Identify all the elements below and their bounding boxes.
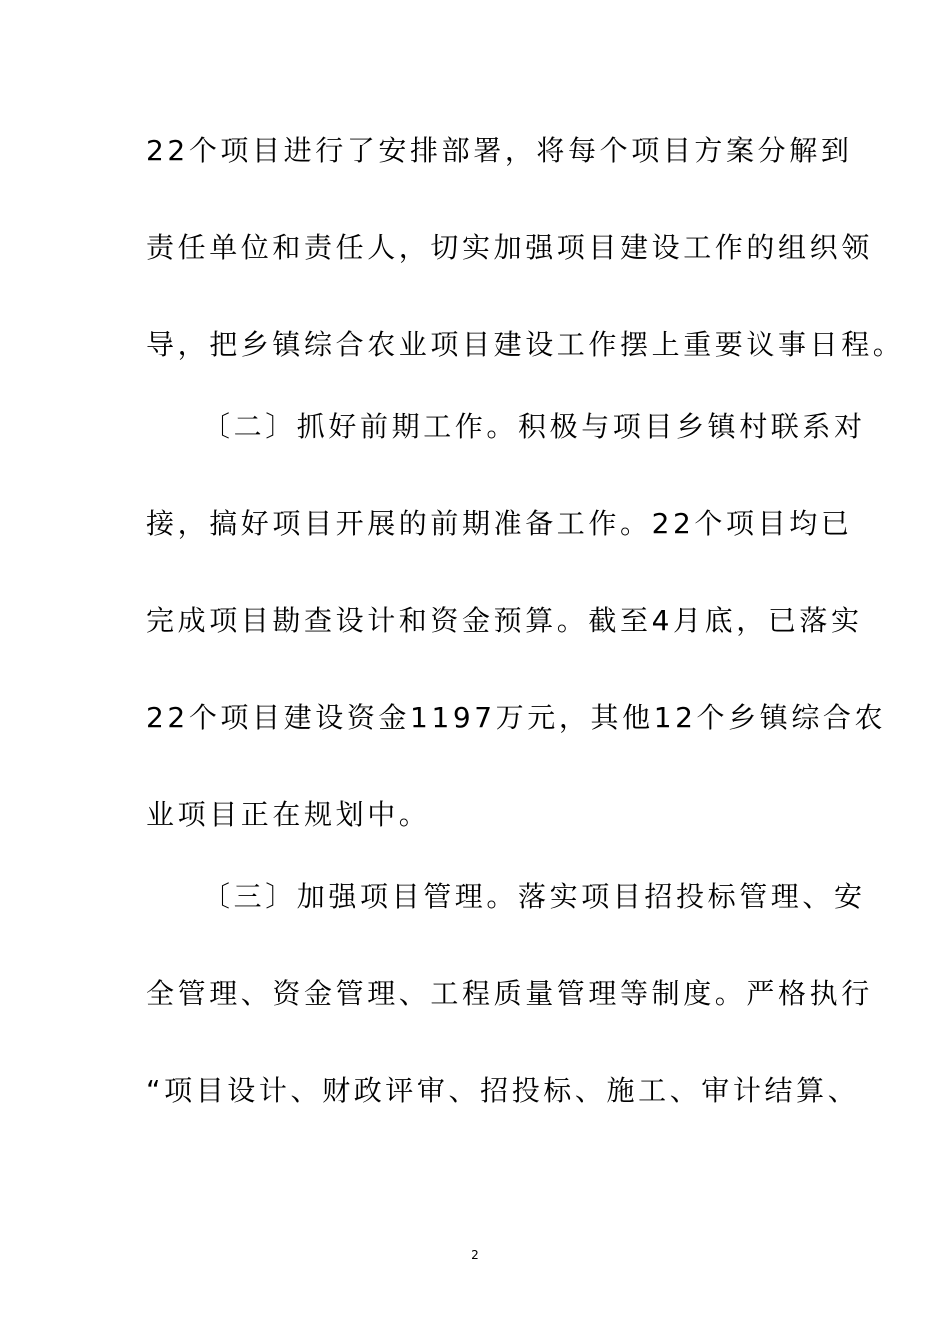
text-line-6: 完成项目勘查设计和资金预算。截至4月底，已落实 xyxy=(146,604,863,637)
text-line-11: “项目设计、财政评审、招投标、施工、审计结算、 xyxy=(146,1074,860,1107)
text-line-9: 〔三〕加强项目管理。落实项目招投标管理、安 xyxy=(202,880,866,913)
text-line-3: 导，把乡镇综合农业项目建设工作摆上重要议事日程。 xyxy=(146,328,905,361)
text-line-10: 全管理、资金管理、工程质量管理等制度。严格执行 xyxy=(146,977,873,1010)
text-line-7: 22个项目建设资金1197万元，其他12个乡镇综合农 xyxy=(146,701,887,734)
text-line-8: 业项目正在规划中。 xyxy=(146,798,431,831)
text-line-1: 22个项目进行了安排部署，将每个项目方案分解到 xyxy=(146,134,853,167)
text-line-2: 责任单位和责任人，切实加强项目建设工作的组织领 xyxy=(146,231,873,264)
text-line-5: 接，搞好项目开展的前期准备工作。22个项目均已 xyxy=(146,507,853,540)
text-line-4: 〔二〕抓好前期工作。积极与项目乡镇村联系对 xyxy=(202,410,866,443)
page-number: 2 xyxy=(471,1248,479,1262)
